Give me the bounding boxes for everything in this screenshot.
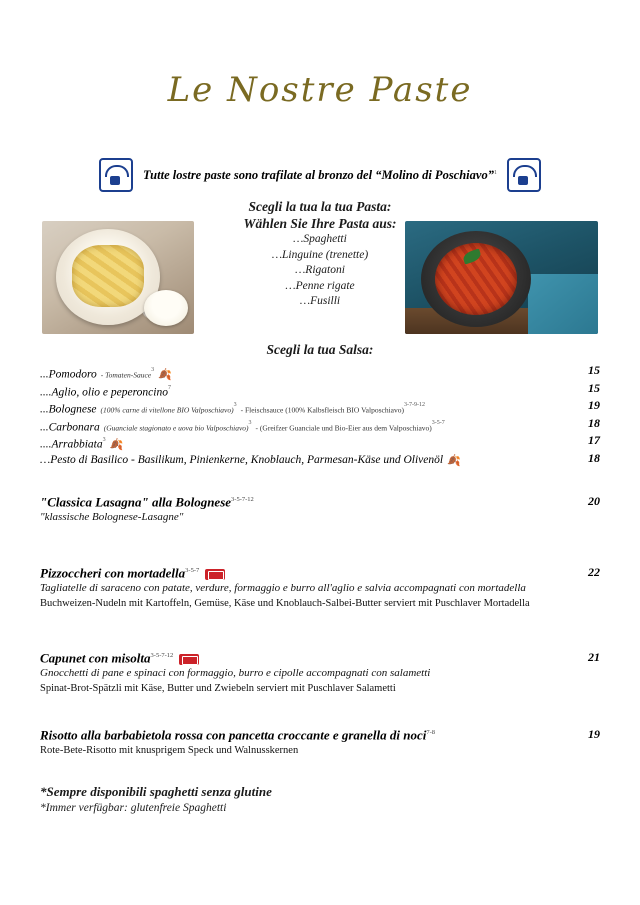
dish-allergens: 3-5-7-12: [231, 496, 254, 503]
bronze-statement-footnote: 1: [493, 169, 497, 176]
sauce-list: [40, 362, 600, 467]
dish-title: [40, 492, 600, 510]
dish-subtitle-de: Buchweizen-Nudeln mit Kartoffeln, Gemüse, Käse und Knoblauch-Salbei-Butter serviert mit Puschlaver Mortadella: [40, 598, 530, 610]
sauce-row: [40, 432, 600, 450]
gluten-free-note-de: *Immer verfügbar: glutenfreie Spaghetti: [40, 802, 227, 814]
dish-subtitle-de: Spinat-Brot-Spätzli mit Käse, Butter und Zwiebeln serviert mit Puschlaver Salametti: [40, 683, 396, 695]
vegetarian-icon: 🍂: [447, 454, 461, 467]
local-product-badge-icon: [179, 654, 199, 665]
sauce-note-it: (100% carne di vitellone BIO Valposchiavo): [100, 405, 234, 415]
dish-risotto: [40, 725, 600, 758]
sauce-row: [40, 397, 600, 415]
pasta-option: …Linguine (trenette): [271, 248, 369, 261]
sauce-allergen: 3: [233, 402, 237, 408]
page-title: Le Nostre Paste: [167, 70, 473, 110]
local-product-badge-icon: [205, 569, 225, 580]
pasta-option: …Penne rigate: [285, 279, 355, 292]
gluten-free-note-it: *Sempre disponibili spaghetti senza glutine: [40, 784, 272, 799]
sauce-allergen: 3: [151, 367, 155, 373]
sauce-name: ...Carbonara: [40, 420, 100, 433]
sauce-allergen-de: 3-7-9-12: [404, 402, 425, 408]
dish-subtitle-it: Gnocchetti di pane e spinaci con formaggio, burro e cipolle accompagnati con salametti: [40, 667, 431, 680]
dish-title-text: "Classica Lasagna" alla Bolognese: [40, 494, 232, 510]
dish-price: 22: [588, 565, 600, 579]
dish-price: 20: [588, 494, 600, 508]
sauce-row: [40, 415, 600, 433]
sauce-row: [40, 450, 600, 468]
dish-title-text: Capunet con misolta: [40, 650, 151, 666]
vegetarian-icon: 🍂: [109, 439, 124, 452]
gluten-free-note: [40, 783, 600, 816]
bronze-statement-text: Tutte lostre paste sono trafilate al bronzo del “Molino di Poschiavo”: [143, 167, 494, 182]
sauce-price: 15: [588, 380, 600, 395]
dish-title: [40, 648, 600, 666]
sauce-row: [40, 362, 600, 380]
sauce-price: 18: [588, 415, 600, 430]
bronze-statement: [143, 168, 497, 183]
pasta-option: …Rigatoni: [295, 264, 345, 276]
dish-pizzoccheri: [40, 563, 600, 611]
sauce-name: …Pesto di Basilico - Basilikum, Pinienkerne, Knoblauch, Parmesan-Käse und Olivenöl: [40, 453, 444, 466]
dish-subtitle-de: Rote-Bete-Risotto mit knusprigem Speck und Walnusskernen: [40, 745, 299, 757]
sauce-note-de: - Fleischsauce (100% Kalbsfleisch BIO Valposchiavo): [240, 405, 404, 415]
dish-allergens: 3-5-7-12: [150, 652, 174, 659]
choose-pasta-heading-de: Wählen Sie Ihre Pasta aus:: [243, 216, 397, 231]
vegetarian-icon: 🍂: [158, 369, 172, 382]
sauce-allergen: 7: [167, 384, 171, 391]
choose-pasta-heading-it: Scegli la tua la tua Pasta:: [248, 199, 392, 214]
dish-price: 21: [588, 650, 600, 664]
sauce-note-de: - (Greifzer Guanciale und Bio-Eier aus dem Valposchiavo): [255, 422, 432, 432]
dish-subtitle-it: "klassische Bolognese-Lasagne": [40, 511, 184, 524]
pasta-option: …Fusilli: [299, 295, 341, 307]
dish-subtitle-it: Tagliatelle di saraceno con patate, verdure, formaggio e burro all'aglio e salvia accompagnati con mortadella: [40, 582, 526, 595]
sauce-price: 17: [588, 433, 600, 447]
sauce-name: ...Pomodoro: [40, 368, 97, 381]
molino-poschiavo-logo-right: [507, 158, 541, 192]
pasta-option: …Spaghetti: [293, 233, 347, 245]
choose-sauce-heading: Scegli la tua Salsa:: [266, 342, 374, 357]
sauce-name: ...Bolognese: [40, 403, 97, 416]
dish-title-text: Pizzoccheri con mortadella: [40, 565, 186, 581]
sauce-note-it: (Guanciale stagionato e uova bio Valposchiavo): [103, 422, 249, 432]
dish-allergens: 7-8: [426, 729, 436, 736]
dish-title: [40, 725, 600, 743]
sauce-row: [40, 380, 600, 398]
dish-price: 19: [588, 727, 600, 741]
dish-title-text: Risotto alla barbabietola rossa con pancetta croccante e granella di noci: [40, 727, 427, 743]
sauce-price: 19: [588, 398, 600, 412]
sauce-price: 15: [588, 363, 600, 377]
sauce-allergen: 3: [248, 419, 252, 426]
dish-lasagna: [40, 492, 600, 525]
bronze-statement-row: [0, 158, 640, 192]
dish-title: [40, 563, 600, 581]
sauce-allergen: 3: [102, 437, 106, 443]
sauce-name: ....Aglio, olio e peperoncino: [40, 385, 168, 398]
sauce-allergen-de: 3-5-7: [431, 419, 445, 426]
dish-capunet: [40, 648, 600, 696]
sauce-price: 18: [588, 450, 600, 465]
choose-pasta-block: [0, 198, 640, 310]
sauce-name: ....Arrabbiata: [40, 438, 103, 451]
molino-poschiavo-logo-left: [99, 158, 133, 192]
dish-allergens: 3-5-7: [185, 567, 200, 574]
sauce-note-it: - Tomaten-Sauce: [100, 370, 152, 380]
